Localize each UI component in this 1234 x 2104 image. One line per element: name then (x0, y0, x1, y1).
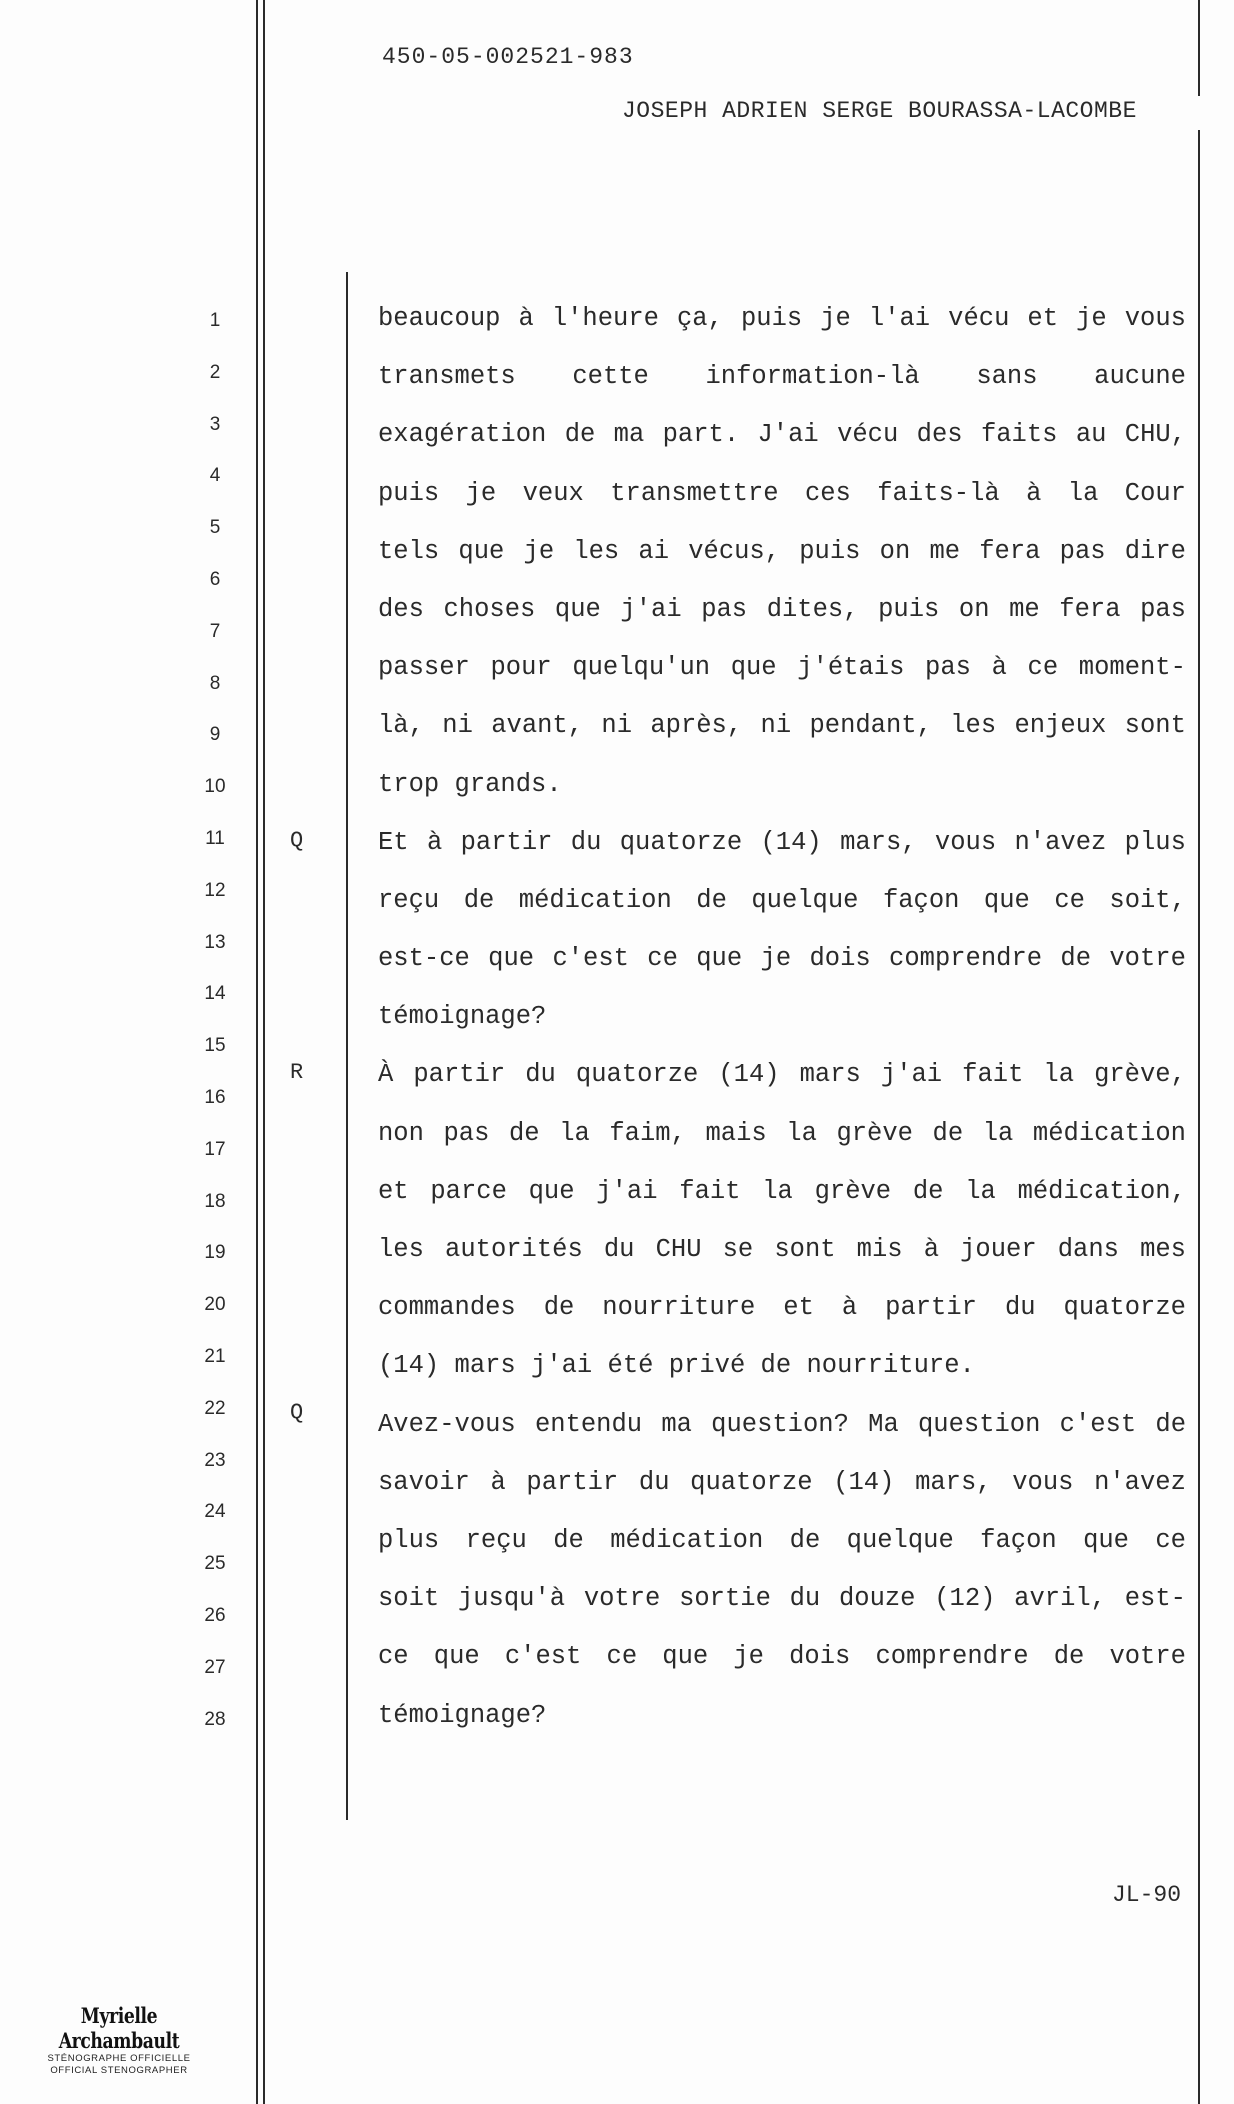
transcript-line (378, 938, 1186, 996)
transcript-body (378, 298, 1186, 1753)
line-number: 6 (209, 568, 221, 590)
text-margin-rule (346, 272, 348, 1820)
transcript-word: transmettre (610, 478, 779, 508)
transcript-word: parce (430, 1176, 507, 1206)
transcript-word: de (1053, 1642, 1085, 1672)
transcript-line (378, 1695, 1186, 1753)
transcript-word: ce (1027, 653, 1059, 683)
transcript-word: question? (711, 1409, 849, 1439)
transcript-word: sont (1124, 711, 1186, 741)
transcript-word: des (916, 420, 963, 450)
transcript-word: la (965, 1176, 996, 1206)
transcript-line (378, 414, 1186, 472)
transcript-word: votre (1109, 1642, 1186, 1672)
transcript-word: Ma (868, 1409, 899, 1439)
transcript-word: votre (1109, 944, 1186, 974)
transcript-word: ces (804, 478, 851, 508)
transcript-word: dites, (766, 594, 859, 624)
transcript-line (378, 356, 1186, 414)
transcript-line (378, 705, 1186, 763)
transcript-word: passer (378, 653, 470, 683)
line-number: 2 (209, 361, 221, 383)
speaker-answer-marker: R (290, 1060, 304, 1085)
line-number: 15 (204, 1035, 226, 1057)
transcript-word: que (433, 1642, 480, 1672)
transcript-word: l'ai (868, 304, 931, 333)
transcript-line (378, 1287, 1186, 1345)
transcript-word: pas (701, 594, 748, 624)
transcript-word: grève, (1094, 1060, 1186, 1090)
transcript-word: faits (980, 420, 1058, 450)
transcript-word: pour (490, 653, 552, 683)
transcript-word: à (841, 1293, 858, 1323)
transcript-line (378, 1229, 1186, 1287)
transcript-word: dire (1124, 536, 1186, 566)
transcript-word: quelque (751, 885, 859, 915)
transcript-word: mars, (840, 827, 917, 857)
transcript-word: ce (1155, 1525, 1186, 1555)
transcript-word: de (932, 1118, 964, 1148)
transcript-word: avril, (1014, 1584, 1106, 1614)
transcript-word: mis (856, 1235, 903, 1264)
transcript-word: que (730, 653, 777, 683)
line-number: 11 (205, 827, 225, 849)
transcript-word: partir (460, 827, 553, 857)
transcript-word: que (983, 885, 1030, 915)
transcript-word: c'est (504, 1642, 582, 1672)
transcript-line (378, 647, 1186, 705)
transcript-word: j'ai (880, 1060, 943, 1090)
transcript-word: Avez-vous (378, 1409, 516, 1439)
transcript-word: du (603, 1235, 635, 1264)
transcript-line (378, 1520, 1186, 1578)
line-number: 26 (204, 1604, 226, 1626)
transcript-word: savoir (378, 1467, 470, 1497)
line-number: 14 (204, 983, 226, 1005)
transcript-word: c'est (1059, 1409, 1137, 1439)
speaker-question-marker: Q (290, 828, 304, 853)
transcript-word: à (1026, 478, 1042, 508)
transcript-line (378, 822, 1186, 880)
transcript-word: nourriture (602, 1293, 756, 1323)
line-number: 5 (209, 517, 221, 539)
stenographer-title-en: OFFICIAL STENOGRAPHER (50, 2065, 188, 2076)
transcript-word: part. (662, 420, 740, 450)
transcript-word: que (458, 536, 505, 566)
line-number: 24 (204, 1501, 226, 1523)
transcript-word: (14) (718, 1060, 780, 1090)
line-number: 20 (204, 1294, 226, 1316)
transcript-word: après, (650, 711, 743, 741)
transcript-word: vous (934, 827, 997, 857)
transcript-line (378, 1345, 1186, 1403)
transcript-word: médication (610, 1525, 764, 1555)
transcript-word: c'est (552, 944, 629, 974)
transcript-word: et (378, 1176, 409, 1206)
right-margin-rule-bottom (1198, 130, 1200, 2104)
transcript-word: à (991, 653, 1007, 683)
transcript-word: les (378, 1235, 424, 1264)
transcript-word: j'ai (596, 1176, 658, 1206)
transcript-word: fera (1059, 594, 1121, 624)
transcript-word: soit, (1109, 885, 1186, 915)
transcript-line (378, 298, 1186, 356)
transcript-word: enjeux (1014, 711, 1107, 741)
transcript-word: dois (789, 1642, 851, 1672)
transcript-word: du (1004, 1293, 1036, 1323)
line-number: 10 (204, 776, 226, 798)
transcript-word: de (553, 1525, 584, 1555)
transcript-word: ma (613, 420, 645, 450)
transcript-word: vécu (948, 304, 1010, 333)
transcript-word: se (722, 1235, 754, 1264)
transcript-word: témoignage? (378, 1002, 547, 1032)
stenographer-title-fr: STÉNOGRAPHE OFFICIELLE (47, 2053, 191, 2064)
transcript-word: dans (1057, 1235, 1119, 1264)
transcript-word: puis (378, 478, 440, 508)
transcript-word: beaucoup (378, 304, 501, 333)
transcript-word: ça, (677, 304, 723, 333)
transcript-word: fait (679, 1176, 741, 1206)
transcript-word: la (1043, 1060, 1075, 1090)
case-number: 450-05-002521-983 (382, 44, 634, 70)
transcript-word: on (958, 594, 990, 624)
transcript-word: soit (378, 1584, 440, 1614)
transcript-word: témoignage? (378, 1700, 547, 1730)
transcript-line (378, 531, 1186, 589)
line-number: 17 (204, 1138, 226, 1160)
line-number: 27 (204, 1656, 226, 1678)
transcript-word: quelque (846, 1525, 954, 1555)
transcript-word: partir (413, 1060, 506, 1090)
transcript-word: jouer (960, 1235, 1037, 1264)
transcript-word: aucune (1094, 362, 1186, 392)
transcript-line (378, 1054, 1186, 1112)
transcript-word: veux (522, 478, 584, 508)
right-margin-rule-top (1198, 0, 1200, 96)
transcript-word: quatorze (1063, 1293, 1186, 1323)
transcript-word: j'ai (620, 594, 682, 624)
transcript-word: de (564, 420, 596, 450)
transcript-word: de (509, 1118, 540, 1148)
transcript-line (378, 473, 1186, 531)
page-reference: JL-90 (1112, 1882, 1182, 1908)
transcript-word: de (543, 1293, 575, 1323)
transcript-word: que (488, 944, 535, 974)
transcript-word: CHU (655, 1235, 702, 1264)
transcript-word: (14) (760, 827, 822, 857)
transcript-word: sortie (679, 1584, 771, 1614)
line-number: 7 (209, 620, 221, 642)
transcript-word: mars (799, 1060, 861, 1090)
transcript-word: que (662, 1642, 709, 1672)
transcript-word: fera (979, 536, 1041, 566)
transcript-line (378, 1113, 1186, 1171)
transcript-word: les (950, 711, 997, 741)
stenographer-signature (4, 2003, 234, 2077)
transcript-word: puis (878, 594, 940, 624)
transcript-word: dois (809, 944, 871, 974)
transcript-word: on (879, 536, 911, 566)
transcript-word: de (463, 885, 495, 915)
line-number: 25 (204, 1553, 226, 1575)
transcript-word: de (1060, 944, 1092, 974)
transcript-word: je (1076, 304, 1107, 333)
line-number: 3 (209, 413, 221, 435)
transcript-word: me (1009, 594, 1040, 624)
transcript-word: (12) (934, 1584, 996, 1614)
transcript-word: avant, (491, 711, 584, 741)
transcript-word: vous (1124, 304, 1186, 333)
transcript-word: j'étais (797, 653, 905, 683)
transcript-word: plus (1124, 827, 1186, 857)
transcript-line (378, 589, 1186, 647)
transcript-word: À (378, 1060, 394, 1090)
transcript-word: du (638, 1467, 670, 1497)
transcript-word: ni (442, 711, 473, 741)
transcript-word: transmets (378, 362, 516, 392)
transcript-word: me (929, 536, 961, 566)
transcript-word: et (783, 1293, 814, 1323)
transcript-word: la (1067, 478, 1099, 508)
transcript-word: puis (740, 304, 803, 333)
line-number: 22 (204, 1397, 226, 1419)
transcript-word: que (528, 1176, 575, 1206)
transcript-word: médication (518, 885, 672, 915)
transcript-word: pas (1059, 536, 1106, 566)
transcript-word: mes (1140, 1235, 1186, 1264)
transcript-word: au (1075, 420, 1107, 450)
transcript-word: à (426, 827, 443, 857)
transcript-word: n'avez (1014, 827, 1107, 857)
transcript-word: question (917, 1409, 1041, 1439)
transcript-word: CHU, (1124, 420, 1186, 450)
line-number: 13 (204, 931, 226, 953)
transcript-word: ce (1054, 885, 1085, 915)
transcript-word: douze (838, 1584, 916, 1614)
transcript-word: reçu (465, 1525, 527, 1555)
line-number: 28 (204, 1708, 226, 1730)
transcript-word: non (378, 1118, 424, 1148)
transcript-word: je (465, 478, 497, 508)
transcript-word: ce (647, 944, 678, 974)
transcript-word: ni (760, 711, 792, 741)
transcript-word: votre (583, 1584, 661, 1614)
transcript-line (378, 764, 1186, 822)
line-number: 18 (204, 1190, 226, 1212)
transcript-word: comprendre (875, 1642, 1029, 1672)
transcript-word: de (789, 1525, 821, 1555)
stenographer-name: Myrielle Archambault (58, 2003, 180, 2053)
line-number-column (190, 306, 240, 1756)
transcript-word: faits-là (877, 478, 1000, 508)
transcript-word: l'heure (551, 304, 659, 333)
transcript-word: mais (705, 1118, 767, 1148)
transcript-word: que (1083, 1525, 1129, 1555)
transcript-word: et (1027, 304, 1059, 333)
transcript-word: comprendre (889, 944, 1043, 974)
line-number: 1 (209, 310, 221, 331)
transcript-word: ce (606, 1642, 638, 1672)
transcript-word: de (912, 1176, 944, 1206)
transcript-word: Et (378, 827, 409, 857)
transcript-word: du (525, 1060, 556, 1090)
transcript-word: ai (638, 536, 670, 566)
transcript-word: de (1155, 1409, 1186, 1439)
transcript-word: mars, (915, 1467, 992, 1497)
line-number: 12 (204, 879, 226, 901)
transcript-word: je (820, 304, 851, 333)
transcript-word: pas (925, 653, 971, 683)
transcript-word: (14) mars j'ai été privé de nourriture. (378, 1351, 975, 1381)
transcript-word: façon (980, 1525, 1057, 1555)
transcript-word: (14) (833, 1467, 895, 1497)
transcript-word: médication (1032, 1118, 1186, 1148)
left-margin-rule-outer (256, 0, 258, 2104)
transcript-word: médication, (1017, 1176, 1186, 1206)
transcript-word: puis (799, 536, 861, 566)
transcript-word: grève (836, 1118, 913, 1148)
witness-name: JOSEPH ADRIEN SERGE BOURASSA-LACOMBE (622, 98, 1137, 124)
transcript-word: choses (443, 594, 536, 624)
line-number: 19 (204, 1242, 226, 1264)
transcript-line (378, 996, 1186, 1054)
transcript-word: ma (661, 1409, 692, 1439)
transcript-word: partir (885, 1293, 977, 1323)
transcript-word: la (559, 1118, 590, 1148)
transcript-line (378, 1171, 1186, 1229)
transcript-word: moment- (1078, 653, 1186, 683)
transcript-word: Cour (1124, 478, 1186, 508)
transcript-word: partir (526, 1467, 619, 1497)
transcript-word: du (570, 827, 602, 857)
transcript-word: je (760, 944, 792, 974)
transcript-word: commandes (378, 1293, 516, 1323)
transcript-word: de (696, 885, 727, 915)
transcript-word: n'avez (1094, 1467, 1186, 1497)
line-number: 9 (209, 724, 221, 746)
transcript-word: information-là (705, 362, 920, 392)
transcript-word: la (982, 1118, 1014, 1148)
transcript-word: entendu (534, 1409, 643, 1439)
transcript-word: tels (378, 536, 440, 566)
transcript-word: exagération (378, 420, 547, 450)
left-margin-rule-inner (263, 0, 265, 2104)
transcript-word: fait (962, 1060, 1024, 1090)
transcript-word: sont (774, 1235, 836, 1264)
line-number: 16 (204, 1086, 226, 1108)
transcript-word: je (733, 1642, 764, 1672)
transcript-word: J'ai (757, 420, 819, 450)
transcript-word: trop grands. (378, 769, 562, 799)
transcript-line (378, 1404, 1186, 1462)
transcript-word: du (789, 1584, 821, 1614)
transcript-word: la (762, 1176, 793, 1206)
transcript-word: jusqu'à (457, 1584, 566, 1614)
transcript-line (378, 1462, 1186, 1520)
line-number: 23 (204, 1449, 226, 1471)
transcript-word: vous (1012, 1467, 1074, 1497)
transcript-word: ce (378, 1642, 409, 1672)
transcript-word: que (696, 944, 743, 974)
transcript-word: est- (1124, 1584, 1186, 1614)
speaker-question-marker: Q (290, 1400, 304, 1425)
transcript-word: ni (601, 711, 632, 741)
transcript-word: les (573, 536, 620, 566)
transcript-word: vécus, (688, 536, 781, 566)
transcript-word: que (554, 594, 601, 624)
line-number: 21 (204, 1345, 226, 1367)
transcript-word: des (378, 594, 424, 624)
transcript-word: la (786, 1118, 817, 1148)
transcript-word: sans (976, 362, 1038, 392)
transcript-line (378, 880, 1186, 938)
transcript-word: pendant, (809, 711, 932, 741)
transcript-word: autorités (445, 1235, 583, 1264)
transcript-word: à (490, 1467, 506, 1497)
transcript-line (378, 1578, 1186, 1636)
transcript-word: là, (378, 711, 424, 741)
transcript-word: quatorze (690, 1467, 813, 1497)
transcript-word: je (523, 536, 555, 566)
transcript-word: grève (814, 1176, 892, 1206)
transcript-word: quelqu'un (572, 653, 711, 683)
transcript-word: faim, (609, 1118, 686, 1148)
line-number: 8 (209, 672, 221, 694)
transcript-word: pas (443, 1118, 490, 1148)
transcript-word: quatorze (619, 827, 743, 857)
transcript-word: vécu (837, 420, 899, 450)
transcript-word: façon (882, 885, 960, 915)
transcript-line (378, 1636, 1186, 1694)
transcript-word: reçu (378, 885, 440, 915)
transcript-word: cette (572, 362, 649, 392)
transcript-word: pas (1140, 594, 1186, 624)
transcript-word: plus (378, 1525, 440, 1555)
transcript-word: est-ce (378, 944, 470, 974)
transcript-word: quatorze (575, 1060, 699, 1090)
transcript-word: à (923, 1235, 940, 1264)
transcript-word: à (518, 304, 534, 333)
line-number: 4 (209, 465, 221, 487)
